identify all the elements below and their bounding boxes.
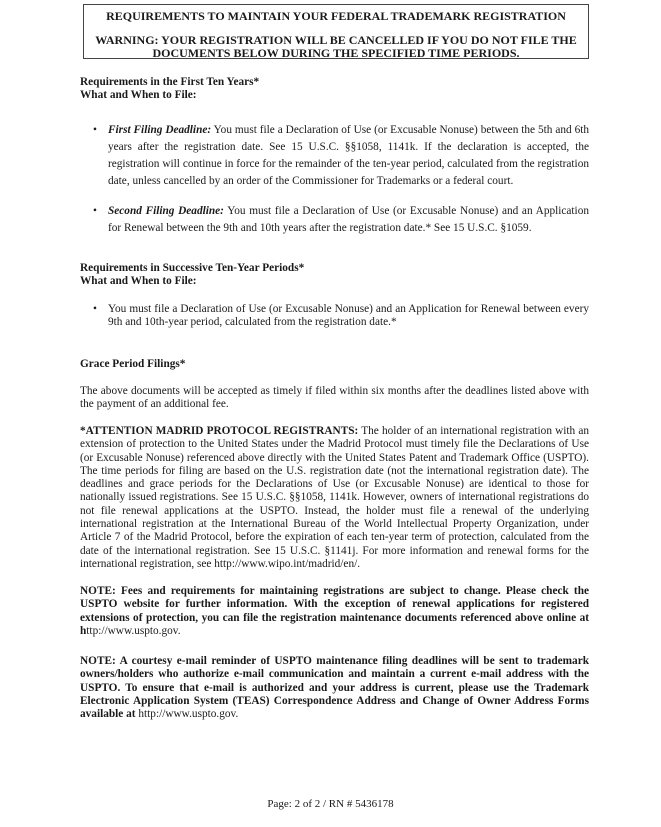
first-ten-heading <box>80 76 589 103</box>
successive-heading <box>80 262 589 289</box>
note-fees <box>80 585 589 638</box>
uspto-link[interactable]: http://www.uspto.gov. <box>138 708 239 721</box>
madrid-paragraph <box>80 425 589 571</box>
bullet-label: First Filing Deadline: <box>108 124 212 136</box>
warning-box <box>83 4 589 59</box>
uspto-link[interactable]: ttp://www.uspto.gov. <box>86 624 181 637</box>
bullet-icon: • <box>93 124 97 136</box>
bullet-icon: • <box>93 303 97 315</box>
bullet-text: You must file a Declaration of Use (or Excusable Nonuse) and an Application for Renewal between every 9th and 10th-year period, calculated from the registration date.* <box>108 303 589 329</box>
section-subheading: What and When to File: <box>80 89 197 102</box>
bullet-text: You must file a Declaration of Use (or Excusable Nonuse) between the 5th and 6th years after the registration date. See 15 U.S.C. §§1058, 1141k. If the declaration is accepted, the registration will continue in force for the remainder of the ten-year period, calculated from the registration date, unless cancelled by an order of the Commissioner for Trademarks or a federal court. <box>108 124 589 187</box>
section-subheading: What and When to File: <box>80 275 197 288</box>
section-heading: Requirements in Successive Ten-Year Periods* <box>80 262 305 274</box>
bullet-first-filing <box>93 122 589 190</box>
grace-text: The above documents will be accepted as timely if filed within six months after the deadlines listed above with the payment of an additional fee. <box>80 385 589 411</box>
grace-heading: Grace Period Filings* <box>80 358 186 370</box>
page-footer: Page: 2 of 2 / RN # 5436178 <box>267 798 394 810</box>
warning-text: WARNING: YOUR REGISTRATION WILL BE CANCELLED IF YOU DO NOT FILE THE DOCUMENTS BELOW DURING THE SPECIFIED TIME PERIODS. <box>95 32 577 60</box>
note-text: NOTE: A courtesy e-mail reminder of USPTO maintenance filing deadlines will be sent to trademark owners/holders who authorize e-mail communication and maintain a current e-mail address with the USPTO. To ensure that e-mail is authorized and your address is current, please use the Trademark Electronic Application System (TEAS) Correspondence Address and Change of Owner Address Forms available at <box>80 655 589 721</box>
document-title: REQUIREMENTS TO MAINTAIN YOUR FEDERAL TRADEMARK REGISTRATION <box>106 9 566 23</box>
bullet-label: Second Filing Deadline: <box>108 205 224 217</box>
bullet-text: You must file a Declaration of Use (or Excusable Nonuse) and an Application for Renewal between the 9th and 10th years after the registration date.* See 15 U.S.C. §1059. <box>108 205 589 234</box>
bullet-successive <box>93 303 589 330</box>
madrid-text: The holder of an international registration with an extension of protection to the United States under the Madrid Protocol must timely file the Declarations of Use (or Excusable Nonuse) referenced above directly with the United States Patent and Trademark Office (USPTO). The time periods for filing are based on the U.S. registration date (not the international registration date). The deadlines and grace periods for the Declarations of Use (or Excusable Nonuse) are identical to those for nationally issued registrations. See 15 U.S.C. §§1058, 1141k. However, owners of international registrations do not file renewal applications at the USPTO. Instead, the holder must file a renewal of the underlying international registration at the International Bureau of the World Intellectual Property Organization, under Article 7 of the Madrid Protocol, before the expiration of each ten-year term of protection, calculated from the date of the international registration. See 15 U.S.C. §1141j. For more information and renewal forms for the international registration, see http://www.wipo.int/madrid/en/. <box>80 425 590 570</box>
section-heading: Requirements in the First Ten Years* <box>80 76 260 88</box>
note-email <box>80 655 589 721</box>
madrid-label: *ATTENTION MADRID PROTOCOL REGISTRANTS: <box>80 425 359 437</box>
bullet-icon: • <box>93 205 97 217</box>
note-text: NOTE: Fees and requirements for maintaining registrations are subject to change. Please check the USPTO website for further information. With the exception of renewal applications for registered extensions of protection, you can file the registration maintenance documents referenced above online at h <box>80 585 589 637</box>
bullet-second-filing <box>93 203 589 237</box>
